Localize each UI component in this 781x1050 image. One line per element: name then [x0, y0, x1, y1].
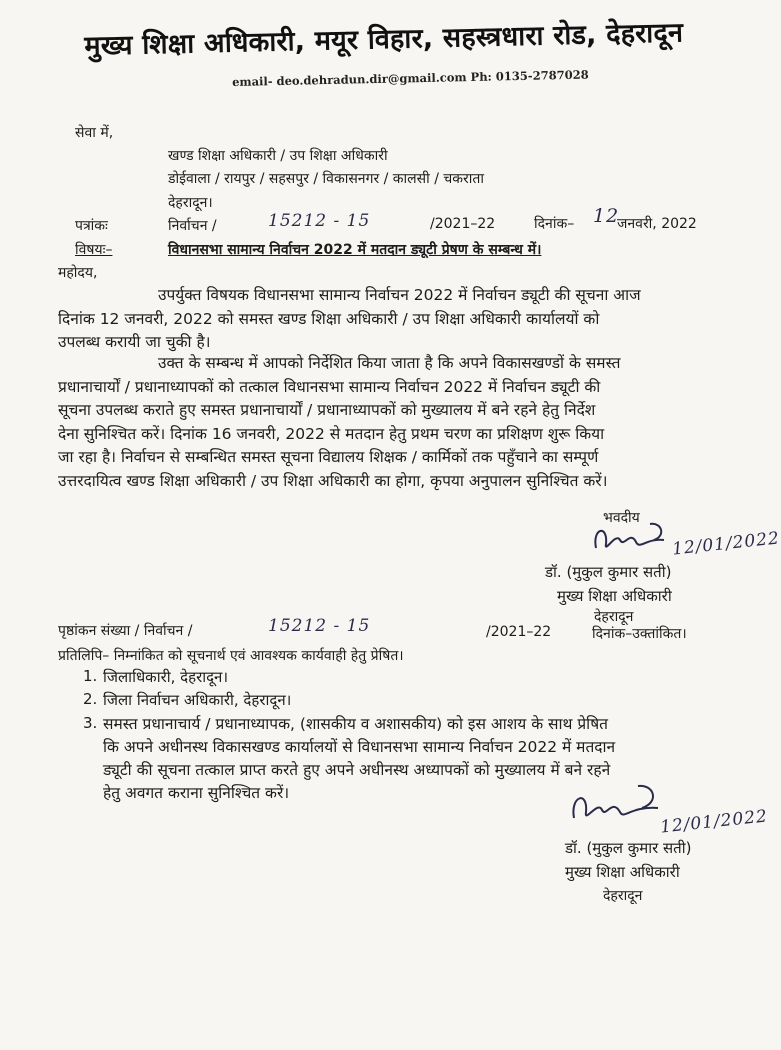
address-line-2: डोईवाला / रायपुर / सहसपुर / विकासनगर / कालसी / चकराता: [168, 171, 484, 187]
paragraph-line: सूचना उपलब्ध कराते हुए समस्त प्रधानाचार्यों / प्रधानाध्यापकों को मुख्यालय में बने रहने हेतु निर्देश: [58, 401, 596, 419]
reference-date-rest: जनवरी, 2022: [617, 216, 697, 232]
body-paragraph-1: [58, 284, 641, 355]
signature-1-designation: मुख्य शिक्षा अधिकारी: [557, 587, 672, 605]
signature-1-date: 12/01/2022: [671, 528, 781, 560]
letterhead-contact: email- deo.dehradun.dir@gmail.com Ph: 0135-2787028: [232, 67, 589, 89]
reference-date-label: दिनांक–: [534, 216, 575, 232]
signature-closing: भवदीय: [603, 510, 640, 526]
body-paragraph-2: [58, 352, 620, 493]
address-line-1: खण्ड शिक्षा अधिकारी / उप शिक्षा अधिकारी: [168, 148, 388, 164]
copy-item-1: जिलाधिकारी, देहरादून।: [103, 668, 229, 686]
copy-item-3-line: हेतु अवगत कराना सुनिश्चित करें।: [103, 784, 290, 802]
copy-item-3-line: कि अपने अधीनस्थ विकासखण्ड कार्यालयों से विधानसभा सामान्य निर्वाचन 2022 में मतदान: [103, 738, 616, 756]
subject-text: विधानसभा सामान्य निर्वाचन 2022 में मतदान ड्यूटी प्रेषण के सम्बन्ध में।: [168, 242, 542, 258]
copy-item-2: जिला निर्वाचन अधिकारी, देहरादून।: [103, 691, 292, 709]
signature-2-name: डॉ. (मुकुल कुमार सती): [565, 839, 692, 857]
copy-item-number: 2.: [83, 690, 98, 708]
copy-item-3: [103, 713, 615, 805]
reference-number: 15212 - 15: [268, 211, 371, 231]
paragraph-line: दिनांक 12 जनवरी, 2022 को समस्त खण्ड शिक्षा अधिकारी / उप शिक्षा अधिकारी कार्यालयों को: [58, 309, 600, 328]
endorsement-label: पृष्ठांकन संख्या / निर्वाचन /: [58, 623, 193, 639]
reference-label: पत्रांकः: [75, 218, 108, 234]
paragraph-line: उपलब्ध करायी जा चुकी है।: [58, 333, 211, 351]
signature-2-date: 12/01/2022: [659, 806, 769, 838]
reference-prefix: निर्वाचन /: [168, 218, 217, 234]
endorsement-date: दिनांक–उक्तांकित।: [592, 626, 687, 642]
paragraph-line: देना सुनिश्चित करें। दिनांक 16 जनवरी, 2022 से मतदान हेतु प्रथम चरण का प्रशिक्षण शुरू किया: [58, 424, 605, 443]
subject-label: विषयः–: [75, 242, 113, 258]
paragraph-line: जा रहा है। निर्वाचन से सम्बन्धित समस्त सूचना विद्यालय शिक्षक / कार्मिकों तक पहुँचाने का सम्पूर्ण: [58, 448, 599, 466]
greeting: महोदय,: [58, 265, 98, 281]
copy-intro: प्रतिलिपि– निम्नांकित को सूचनार्थ एवं आवश्यक कार्यवाही हेतु प्रेषित।: [58, 648, 404, 664]
endorsement-number: 15212 - 15: [268, 616, 371, 636]
letterhead-title: मुख्य शिक्षा अधिकारी, मयूर विहार, सहस्त्रधारा रोड, देहरादून: [84, 17, 684, 62]
copy-item-number: 1.: [83, 667, 98, 685]
copy-item-number: 3.: [83, 714, 98, 732]
paragraph-line: उपर्युक्त विषयक विधानसभा सामान्य निर्वाचन 2022 में निर्वाचन ड्यूटी की सूचना आज: [158, 286, 641, 304]
paragraph-line: उत्तरदायित्व खण्ड शिक्षा अधिकारी / उप शिक्षा अधिकारी का होगा, कृपया अनुपालन सुनिश्चित करें।: [58, 471, 608, 490]
endorsement-year: /2021–22: [486, 624, 552, 640]
address-salutation: सेवा में,: [75, 125, 114, 141]
paragraph-line: प्रधानाचार्यों / प्रधानाध्यापकों को तत्काल विधानसभा सामान्य निर्वाचन 2022 में निर्वाचन ड्यूटी की: [58, 377, 601, 396]
handwritten-signature-1: [590, 518, 670, 560]
copy-item-3-line: समस्त प्रधानाचार्य / प्रधानाध्यापक, (शासकीय व अशासकीय) को इस आशय के साथ प्रेषित: [103, 715, 608, 733]
signature-1-place: देहरादून: [594, 609, 634, 625]
handwritten-signature-2: [568, 782, 668, 832]
signature-2-place: देहरादून: [603, 888, 643, 904]
signature-1-name: डॉ. (मुकुल कुमार सती): [545, 563, 672, 581]
signature-2-designation: मुख्य शिक्षा अधिकारी: [565, 863, 680, 881]
copy-item-3-line: ड्यूटी की सूचना तत्काल प्राप्त करते हुए अपने अधीनस्थ अध्यापकों को मुख्यालय में बने रहने: [103, 761, 611, 779]
address-line-3: देहरादून।: [168, 195, 213, 211]
reference-year: /2021–22: [430, 216, 496, 232]
paragraph-line: उक्त के सम्बन्ध में आपको निर्देशित किया जाता है कि अपने विकासखण्डों के समस्त: [158, 354, 621, 372]
reference-date-day: 12: [593, 205, 620, 227]
